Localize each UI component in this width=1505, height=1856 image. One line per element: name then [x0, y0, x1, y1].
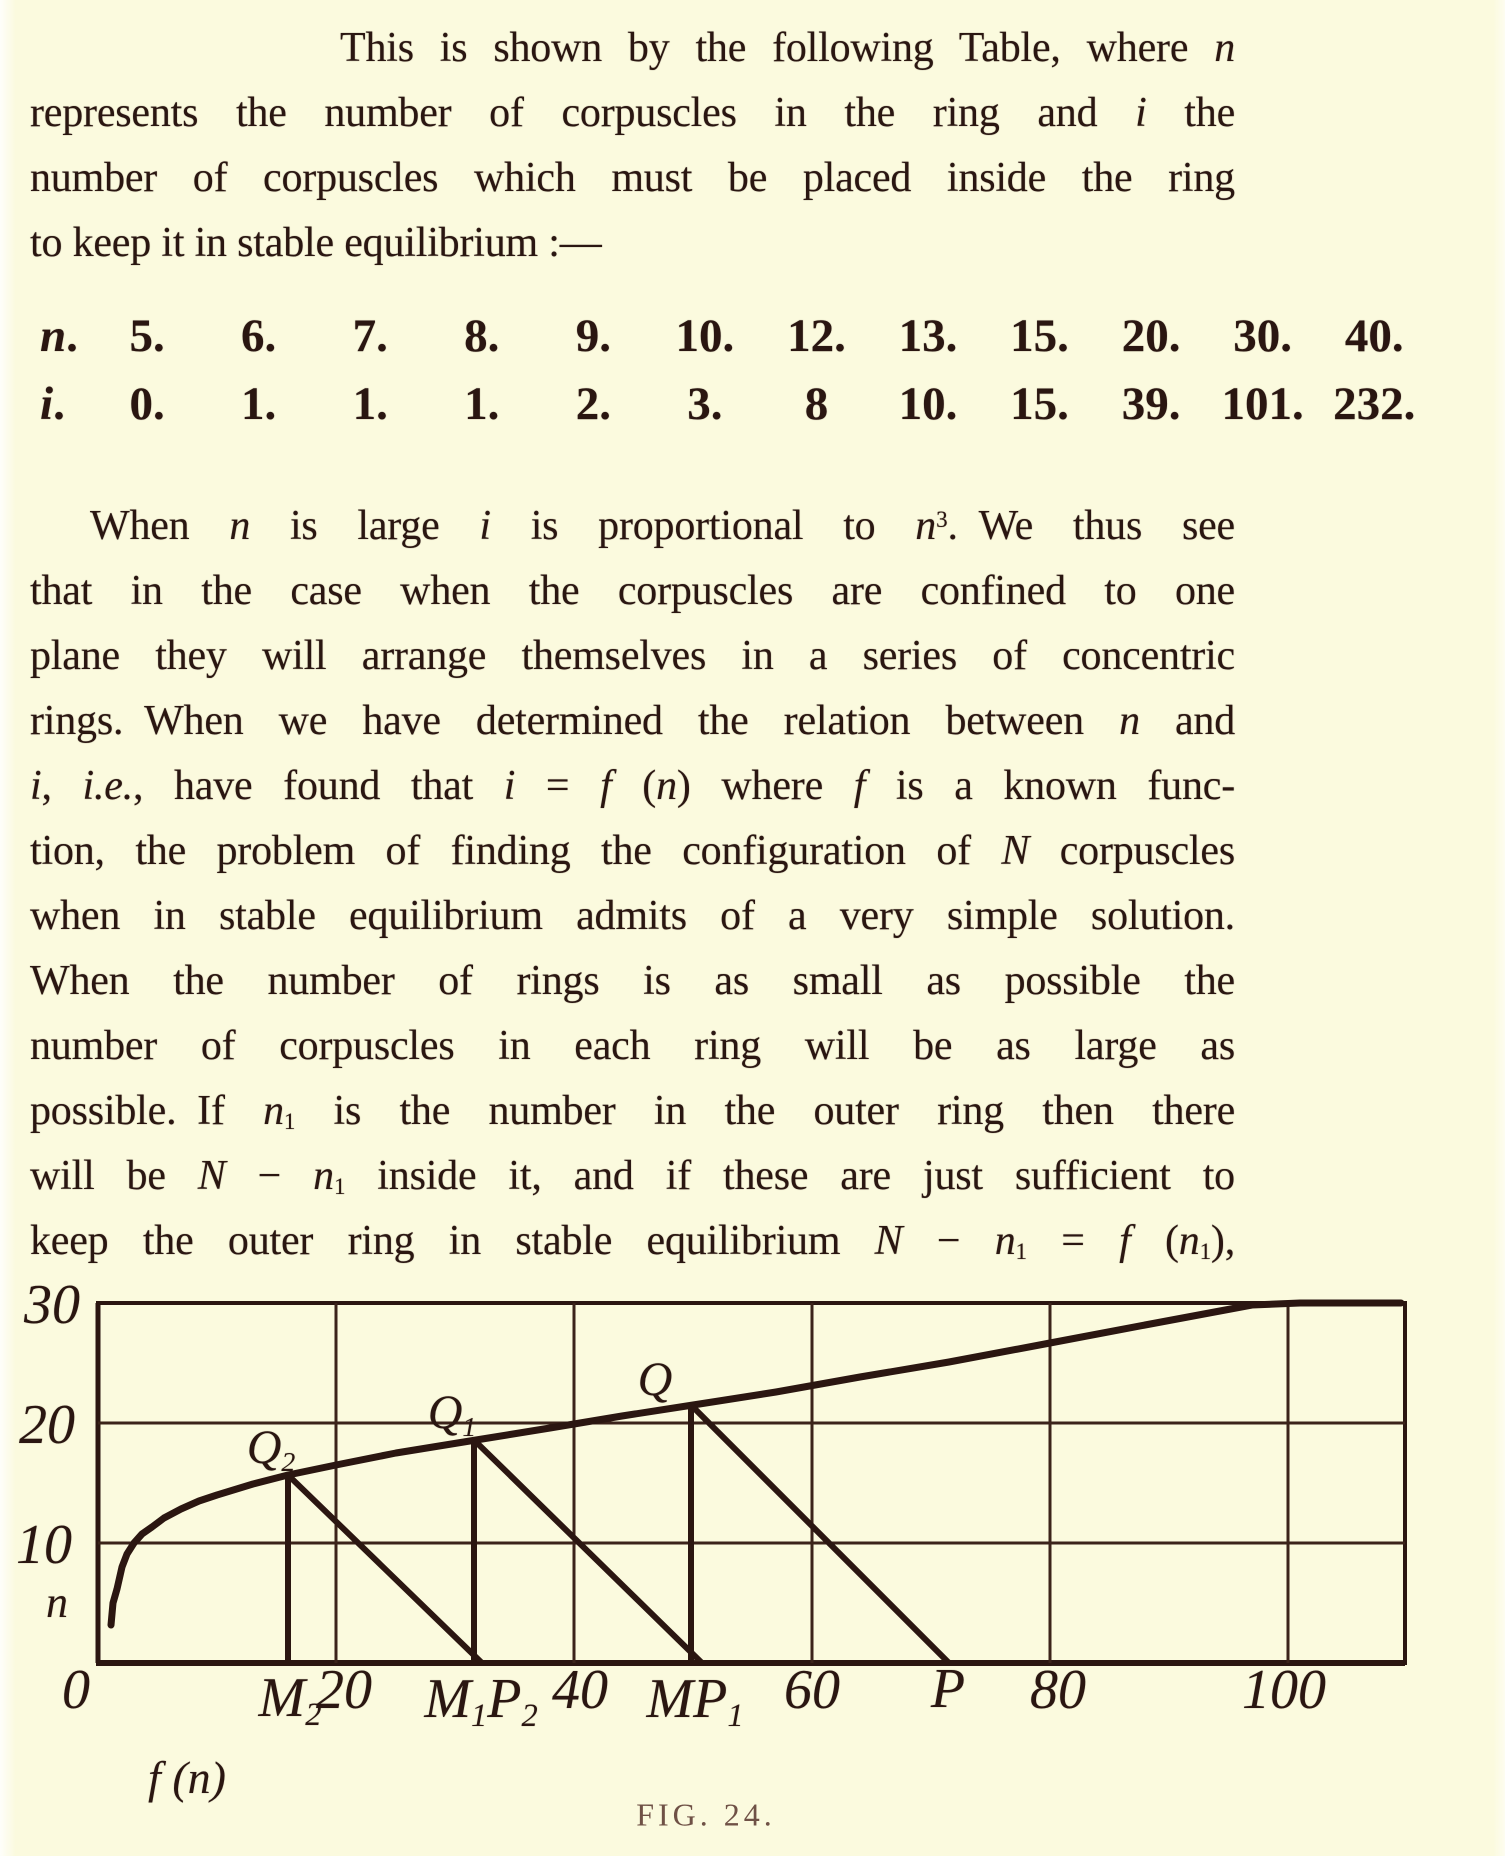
x-tick-20: 20 — [316, 1659, 372, 1721]
text-seg: ( — [611, 763, 657, 809]
text-seg: Q — [246, 1421, 282, 1474]
text-seg: tion, the problem of finding the configuration of — [30, 828, 1002, 874]
table-cell: 3. — [687, 378, 723, 430]
text-seg: ( — [1130, 1218, 1179, 1264]
table-cell: 0. — [129, 378, 165, 430]
text-seg: ( — [172, 1752, 188, 1803]
point-label-M1P2 — [424, 1668, 538, 1735]
table-cell: 232. — [1333, 378, 1416, 430]
text-seg: , — [41, 763, 83, 809]
text-seg: P — [693, 1668, 728, 1730]
text-seg: keep the outer ring in stable equilibrium — [30, 1218, 875, 1264]
text-seg: rings. When we have determined the relation between — [30, 698, 1120, 744]
text-seg: will be — [30, 1153, 198, 1199]
table-cell: 40. — [1344, 310, 1404, 362]
text-seg: n — [1214, 25, 1235, 71]
text-seg: , have found that — [133, 763, 504, 809]
text-line — [30, 884, 1235, 949]
point-label-MP1 — [646, 1668, 744, 1735]
text-seg: i — [30, 763, 42, 809]
text-line — [30, 494, 1235, 559]
x-tick-60: 60 — [784, 1659, 840, 1721]
x-tick-40: 40 — [552, 1659, 608, 1721]
table-cell: 6. — [241, 310, 277, 362]
text-seg: M — [258, 1667, 306, 1729]
text-seg: N — [874, 1218, 903, 1264]
text-line — [30, 211, 1235, 276]
text-seg: that in the case when the corpuscles are confined to one — [30, 568, 1235, 614]
text-seg: 1 — [727, 1698, 744, 1735]
point-label-Q1 — [427, 1386, 477, 1443]
text-seg: 1 — [1015, 1237, 1027, 1264]
text-seg: ) — [210, 1752, 226, 1803]
text-seg: n — [915, 503, 937, 549]
text-seg: when in stable equilibrium admits of a very simple solution. — [30, 893, 1235, 939]
text-line — [30, 624, 1235, 689]
text-seg: number of corpuscles in each ring will be as large as — [30, 1023, 1235, 1069]
text-seg: M — [646, 1668, 694, 1730]
text-seg: ) where — [676, 763, 854, 809]
text-seg: f — [1119, 1218, 1131, 1264]
text-seg: n — [40, 310, 67, 362]
text-line — [30, 559, 1235, 624]
table-row — [30, 370, 1430, 438]
x-tick-0: 0 — [62, 1659, 90, 1721]
point-label-Q2 — [246, 1421, 296, 1478]
text-seg: n — [656, 763, 677, 809]
table-cell: 5. — [129, 310, 165, 362]
table-cell: 1. — [241, 378, 277, 430]
y-tick-30: 30 — [24, 1274, 80, 1336]
y-axis-title — [46, 1578, 68, 1627]
table-cell: 2. — [575, 378, 611, 430]
text-line — [30, 146, 1235, 211]
text-seg: corpuscles — [1029, 828, 1235, 874]
text-seg: 3 — [936, 506, 948, 533]
table-cell: 12. — [787, 310, 846, 362]
text-seg: M — [424, 1668, 471, 1730]
construction-line-Q-P — [691, 1405, 949, 1663]
text-seg: i — [479, 503, 491, 549]
text-line — [30, 754, 1235, 819]
text-seg: . — [53, 378, 65, 430]
text-seg: P — [487, 1668, 522, 1730]
text-line — [30, 1079, 1235, 1144]
text-seg: 2 — [281, 1446, 296, 1478]
table-cell: 1. — [464, 378, 500, 430]
y-tick-20: 20 — [19, 1394, 75, 1456]
table-cell: 10. — [898, 378, 958, 430]
text-seg: P — [930, 1658, 966, 1720]
text-seg: is large — [250, 503, 480, 549]
text-seg: N — [197, 1153, 226, 1199]
text-seg: is the number in the outer ring then there — [295, 1088, 1236, 1134]
text-seg: f — [853, 763, 866, 809]
text-seg: f — [600, 763, 612, 809]
text-seg: possible. If — [30, 1088, 264, 1134]
table-cell: 13. — [898, 310, 958, 362]
text-seg: Q — [427, 1386, 463, 1439]
text-seg: is a known func- — [865, 763, 1235, 809]
text-seg: When the number of rings is as small as possible the — [30, 958, 1235, 1004]
text-seg: n — [1119, 698, 1140, 744]
text-seg: Q — [637, 1353, 673, 1406]
text-seg: i — [40, 378, 54, 430]
y-tick-10: 10 — [16, 1514, 72, 1576]
table-cell: 10. — [675, 310, 735, 362]
text-seg: number of corpuscles which must be placed inside the ring — [30, 155, 1235, 201]
row-label — [30, 302, 91, 370]
text-line — [30, 689, 1235, 754]
x-tick-80: 80 — [1030, 1659, 1086, 1721]
table-cell: 9. — [575, 310, 611, 362]
text-seg: n — [263, 1088, 284, 1134]
text-seg: 2 — [521, 1698, 538, 1735]
point-label-M2 — [258, 1667, 322, 1734]
text-seg: n — [313, 1153, 334, 1199]
text-seg: n — [46, 1578, 68, 1627]
text-seg: n — [994, 1218, 1016, 1264]
point-label-P — [930, 1658, 966, 1720]
text-seg: the — [1146, 90, 1236, 136]
paragraph-intro — [30, 0, 1235, 276]
text-seg: is proportional to — [490, 503, 916, 549]
text-seg: n — [1178, 1218, 1200, 1264]
text-seg: to keep it in stable equilibrium :— — [30, 220, 602, 266]
table-cell: 8 — [804, 378, 829, 430]
text-seg: inside it, and if these are just sufficient to — [345, 1153, 1235, 1199]
construction-line-Q2-P2 — [288, 1475, 482, 1663]
text-seg: 2 — [305, 1697, 322, 1734]
text-seg: = — [515, 763, 601, 809]
text-seg: = — [1026, 1218, 1120, 1264]
x-tick-100: 100 — [1242, 1659, 1326, 1721]
text-seg: i — [503, 763, 516, 809]
text-seg: and — [1139, 698, 1235, 744]
text-line — [30, 81, 1235, 146]
text-seg: N — [1001, 828, 1030, 874]
table-cell: 7. — [352, 310, 388, 362]
text-seg: . We thus see — [947, 503, 1235, 549]
text-seg: ), — [1210, 1218, 1236, 1264]
text-seg: f — [148, 1752, 173, 1803]
corpuscle-ring-table — [30, 302, 1430, 438]
table-cell: 15. — [1010, 378, 1069, 430]
text-line — [30, 1014, 1235, 1079]
table-cell: 8. — [464, 310, 500, 362]
table-cell: 39. — [1121, 378, 1181, 430]
text-seg: This is shown by the following Table, where — [340, 25, 1215, 71]
text-seg: − — [902, 1218, 995, 1264]
table-cell: 15. — [1010, 310, 1069, 362]
table-cell: 30. — [1233, 310, 1293, 362]
table-cell: 20. — [1121, 310, 1181, 362]
x-axis-title — [148, 1752, 226, 1803]
text-seg: n — [229, 503, 251, 549]
construction-line-Q1-P1 — [474, 1440, 702, 1663]
point-label-Q — [637, 1353, 673, 1406]
text-seg: n — [187, 1752, 211, 1803]
text-line — [30, 949, 1235, 1014]
text-seg: 1 — [333, 1172, 346, 1199]
text-seg: 1 — [470, 1698, 488, 1735]
figure-caption: FIG. 24. — [636, 1796, 776, 1833]
text-seg: When — [90, 503, 230, 549]
text-seg: 1 — [462, 1411, 477, 1443]
text-line — [30, 1144, 1235, 1209]
text-seg: − — [225, 1153, 314, 1199]
table-cell: 101. — [1221, 378, 1304, 430]
text-seg: . — [66, 310, 78, 362]
text-seg: plane they will arrange themselves in a series of concentric — [30, 633, 1235, 679]
text-line — [30, 819, 1235, 884]
paragraph-main — [30, 494, 1235, 1274]
figure-24 — [0, 1262, 1505, 1856]
text-seg: represents the number of corpuscles in the ring and — [30, 90, 1136, 136]
text-seg: i.e. — [82, 763, 133, 809]
table-row — [30, 302, 1430, 370]
text-seg: 1 — [283, 1107, 296, 1134]
text-line — [30, 16, 1235, 81]
fn-curve — [111, 1303, 1401, 1625]
text-seg: 1 — [1199, 1237, 1211, 1264]
text-seg: i — [1135, 90, 1147, 136]
table-cell: 1. — [352, 378, 388, 430]
row-label — [30, 370, 91, 438]
